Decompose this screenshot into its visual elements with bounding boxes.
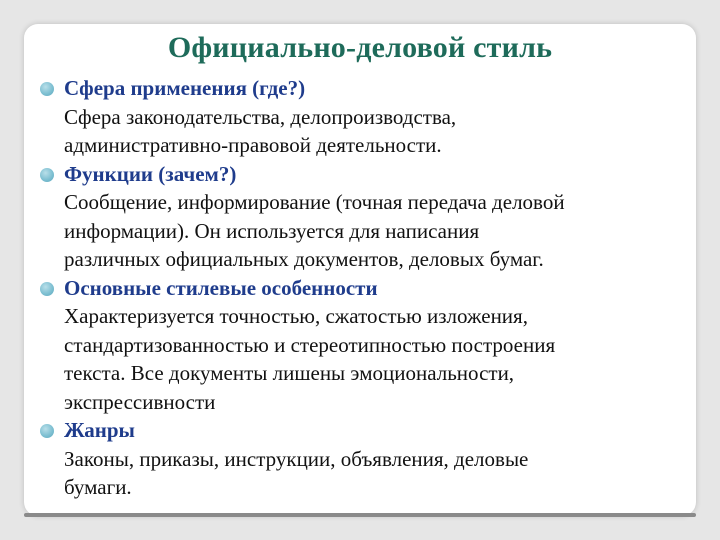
section-features (40, 274, 700, 417)
section-heading: Функции (зачем?) (64, 161, 237, 186)
section-functions (40, 160, 700, 274)
card-bottom-border (24, 513, 696, 517)
section-text-line: информации). Он используется для написания (64, 218, 480, 243)
section-text-line: Законы, приказы, инструкции, объявления, деловые (64, 446, 529, 471)
slide-content (40, 74, 700, 502)
bullet-icon (40, 82, 54, 96)
slide-title: Официально-деловой стиль (167, 31, 553, 64)
section-scope (40, 74, 700, 160)
section-text-line: различных официальных документов, деловых бумаг. (64, 247, 544, 271)
section-text-line: экспрессивности (64, 389, 216, 414)
section-text-line: стандартизованностью и стереотипностью построения (64, 332, 556, 357)
section-heading: Сфера применения (где?) (64, 76, 306, 100)
section-text-line: текста. Все документы лишены эмоциональности, (64, 361, 515, 385)
section-text-line: Сообщение, информирование (точная передача деловой (64, 190, 565, 214)
section-heading: Основные стилевые особенности (64, 275, 378, 300)
bullet-icon (40, 168, 54, 182)
section-heading: Жанры (64, 418, 135, 442)
section-text-line: бумаги. (64, 475, 132, 499)
section-text-line: Сфера законодательства, делопроизводства, (64, 104, 457, 129)
bullet-icon (40, 282, 54, 296)
bullet-icon (40, 424, 54, 438)
section-genres (40, 416, 700, 502)
section-text-line: Характеризуется точностью, сжатостью изложения, (64, 304, 528, 328)
section-text-line: административно-правовой деятельности. (64, 133, 442, 157)
